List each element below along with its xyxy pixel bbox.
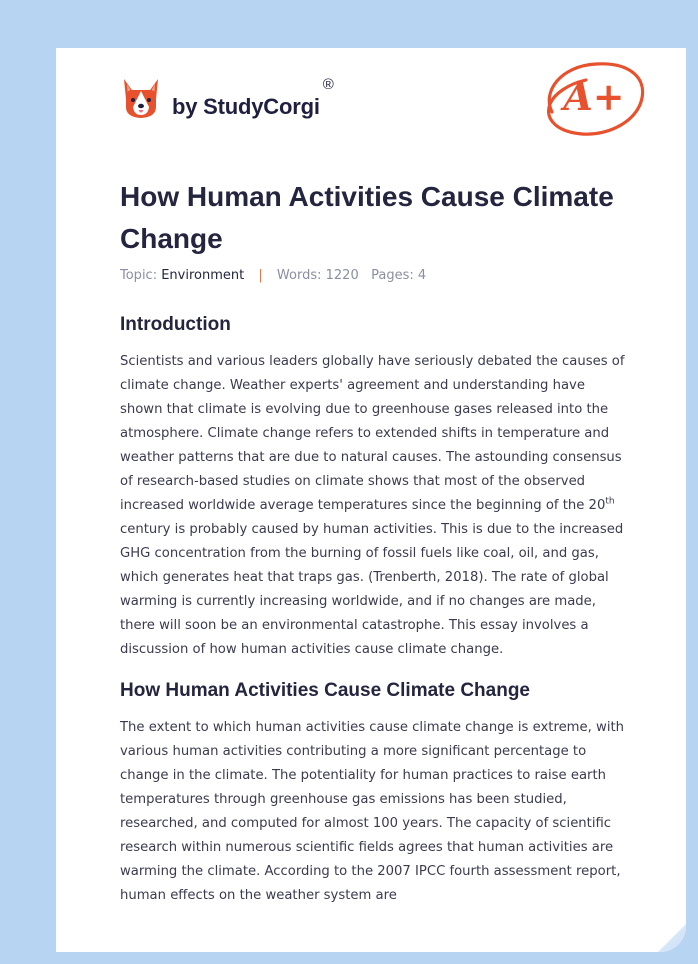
pages-label: Pages:: [371, 268, 414, 283]
document-page: [56, 48, 686, 952]
paragraph-text: Scientists and various leaders globally have seriously debated the causes of climate change. Weather experts' agreement and understanding have shown that climate is evolving due to greenhouse gases released into the atmosphere. Climate change refers to extended shifts in temperature and weather patterns that are due to natural causes. The astounding consensus of research-based studies on climate shows that most of the observed increased worldwide average temperatures since the beginning of the 20: [120, 354, 625, 513]
essay-content: [120, 312, 630, 924]
topic-label: Topic:: [120, 268, 158, 283]
section-paragraph-human-activities: The extent to which human activities cause climate change is extreme, with various human activities contributing a more significant percentage to change in the climate. The potentiality for human practices to raise earth temperatures through greenhouse gas emissions has been studied, researched, and computed for almost 100 years. The capacity of scientific research within numerous scientific fields agrees that human activities are warming the climate. According to the 2007 IPCC fourth assessment report, human effects on the weather system are: [120, 720, 625, 903]
ordinal-suffix: th: [605, 496, 615, 507]
section-heading-introduction: Introduction: [120, 314, 231, 335]
brand-name: by StudyCorgi: [172, 94, 320, 119]
paragraph-text: century is probably caused by human activities. This is due to the increased GHG concentration from the burning of fossil fuels like coal, oil, and gas, which generates heat that traps gas. (Trenberth, 2018). The rate of global warming is currently increasing worldwide, and if no changes are made, there will soon be an environmental catastrophe. This essay involves a discussion of how human activities cause climate change.: [120, 522, 624, 657]
words-count: 1220: [325, 268, 359, 283]
badge-text: A+: [563, 74, 625, 119]
meta-separator: |: [258, 268, 263, 283]
words-label: Words:: [276, 268, 322, 283]
a-plus-grade-badge: [538, 56, 650, 142]
document-meta: [120, 268, 426, 283]
page-title: How Human Activities Cause Climate Change: [120, 181, 614, 254]
topic-link[interactable]: Environment: [161, 268, 245, 283]
page-corner-fold: [658, 924, 686, 952]
section-paragraph-introduction: [120, 350, 630, 662]
corgi-icon: [120, 77, 162, 121]
studycorgi-logo[interactable]: [120, 76, 334, 122]
pages-count: 4: [417, 268, 427, 283]
section-heading-human-activities: How Human Activities Cause Climate Change: [120, 680, 531, 701]
registered-mark: ®: [322, 76, 334, 93]
